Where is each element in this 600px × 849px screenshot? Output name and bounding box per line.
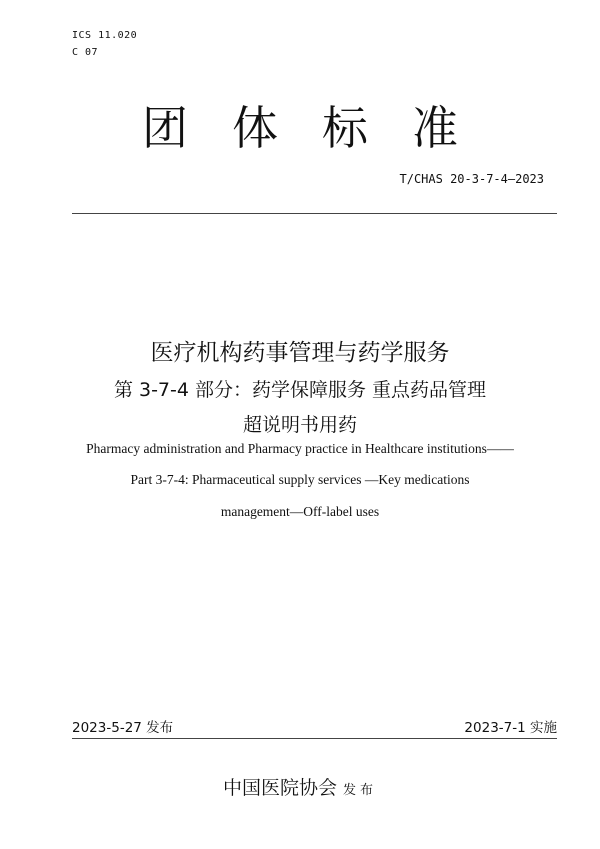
title-en-line2: Part 3-7-4: Pharmaceutical supply services —Key medications xyxy=(130,472,470,487)
publisher-name: 中国医院协会 xyxy=(222,777,337,799)
main-title-cn: 医疗机构药事管理与药学服务 xyxy=(150,340,450,366)
top-divider xyxy=(72,213,557,214)
publisher-suffix: 发布 xyxy=(343,783,378,798)
document-type-title: 团体标准 xyxy=(142,101,502,155)
implementation-date: 2023-7-1 实施 xyxy=(464,720,557,736)
standard-number: T/CHAS 20-3-7-4—2023 xyxy=(399,172,544,186)
publisher xyxy=(0,773,600,800)
ccs-code: C 07 xyxy=(72,47,99,58)
subtitle-cn-line2: 超说明书用药 xyxy=(242,414,357,436)
subtitle-cn-line1: 第 3-7-4 部分：药学保障服务 重点药品管理 xyxy=(113,379,487,401)
ics-code: ICS 11.020 xyxy=(72,30,138,41)
bottom-divider xyxy=(72,738,557,739)
title-en-line3: management—Off-label uses xyxy=(220,504,380,519)
title-en-line1: Pharmacy administration and Pharmacy practice in Healthcare institutions—— xyxy=(86,441,514,456)
issue-date: 2023-5-27 发布 xyxy=(72,720,174,736)
